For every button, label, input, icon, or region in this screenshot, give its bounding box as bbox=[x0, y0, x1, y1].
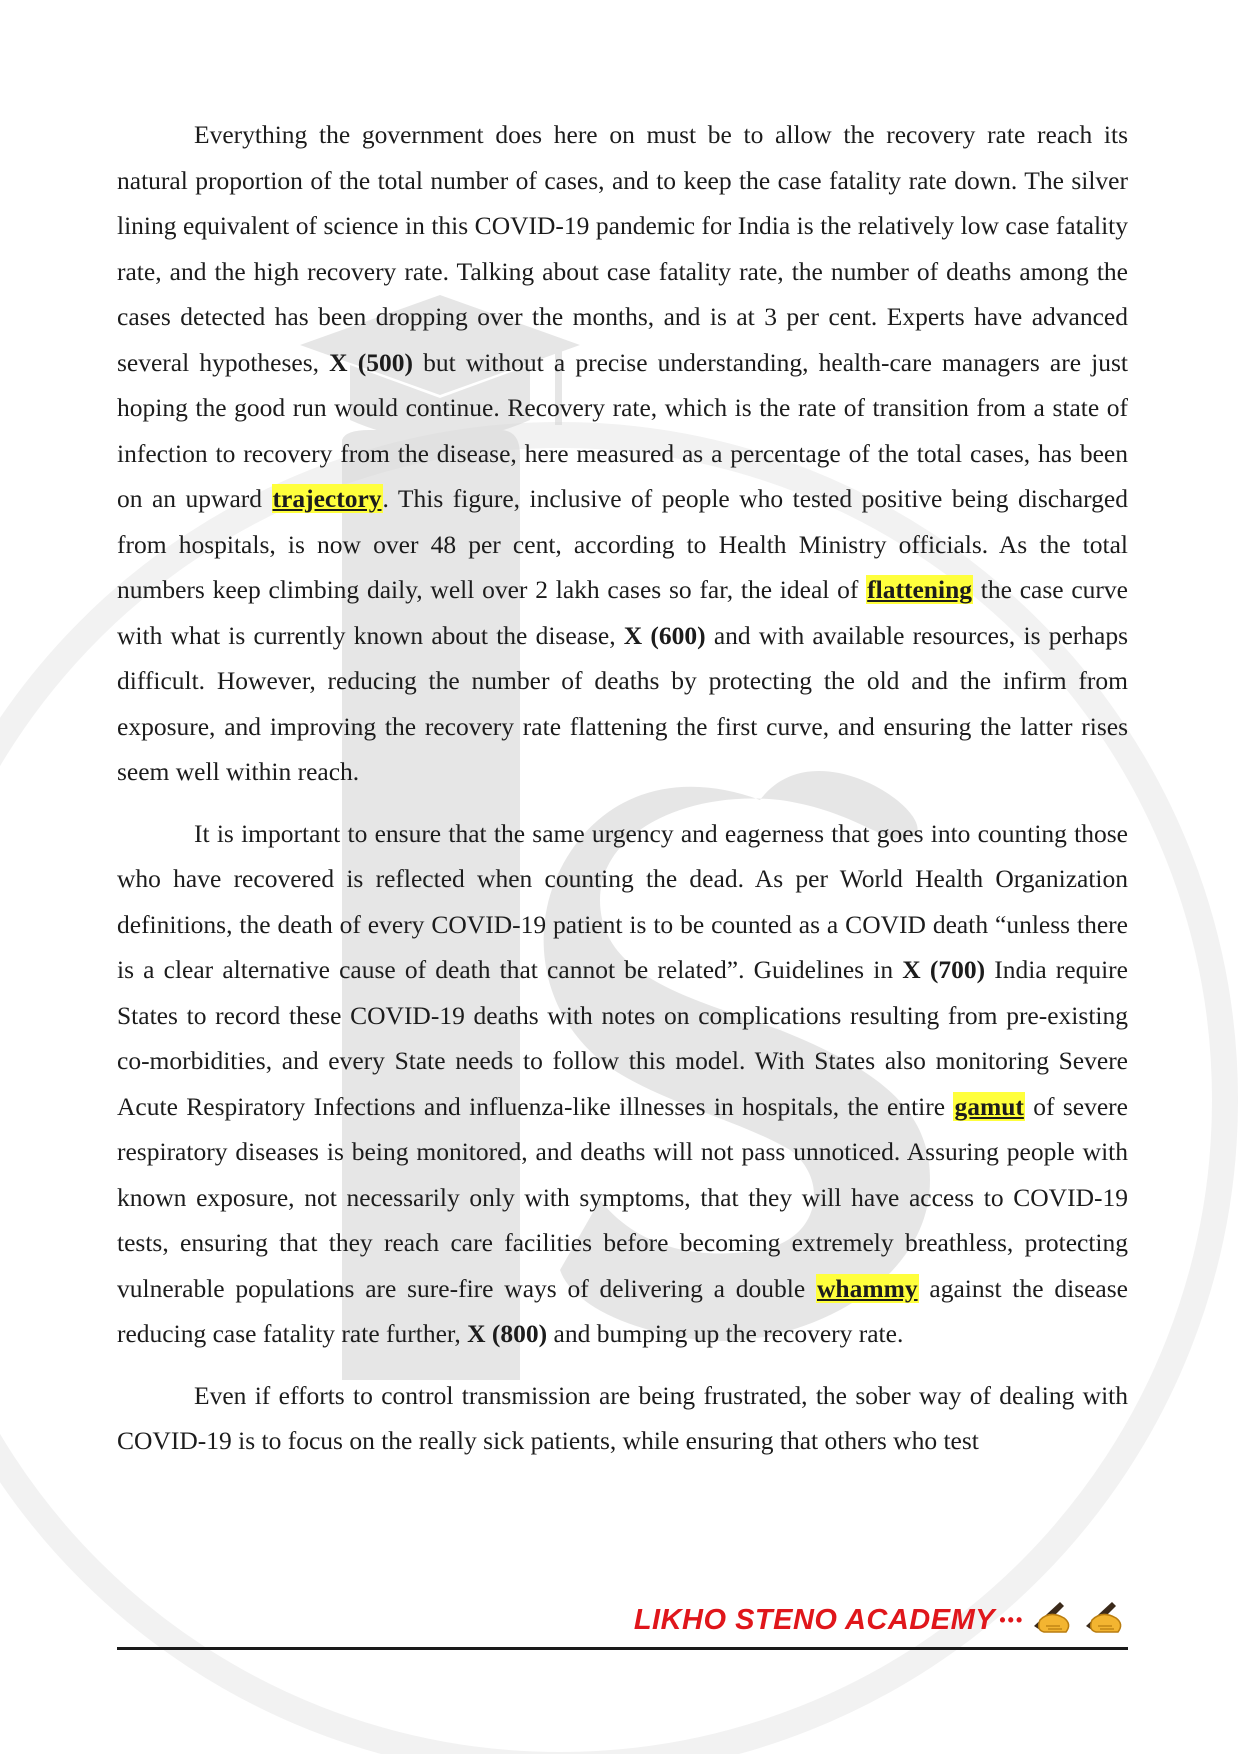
footer-rule bbox=[117, 1647, 1128, 1650]
highlighted-word: trajectory bbox=[272, 484, 382, 513]
text-run: the case curve with what is currently known about the disease, bbox=[117, 575, 1128, 650]
writing-hand-icon bbox=[1030, 1596, 1076, 1644]
document-body bbox=[117, 112, 1128, 1480]
text-run: . This figure, inclusive of people who tested positive being discharged from hospitals, is now over 48 per cent, according to Health Ministry officials. As the total numbers keep climbing daily, well over 2 lakh cases so far, the ideal of bbox=[117, 484, 1128, 604]
paragraph bbox=[117, 112, 1128, 795]
text-run: and with available resources, is perhaps difficult. However, reducing the number of deaths by protecting the old and the infirm from exposure, and improving the recovery rate flattening the first curve, and ensuring the latter rises seem well within reach. bbox=[117, 620, 1129, 786]
highlighted-word: gamut bbox=[954, 1091, 1024, 1121]
ellipsis-dots: ••• bbox=[999, 1609, 1024, 1630]
passage-marker: X (800) bbox=[467, 1319, 548, 1348]
text-run: India require States to record these COVID-19 deaths with notes on complications resulting from pre-existing co-morbidities, and every State needs to follow this model. With States also monitoring Severe Acute Respiratory Infections and influenza-like illnesses in hospitals, the entire bbox=[117, 955, 1128, 1121]
text-run: It is important to ensure that the same urgency and eagerness that goes into counting those who have recovered is reflected when counting the dead. As per World Health Organization definitions, the death of every COVID-19 patient is to be counted as a COVID death “unless there is a clear alternative cause of death that cannot be related”. Guidelines in bbox=[117, 818, 1128, 984]
text-run: and bumping up the recovery rate. bbox=[547, 1319, 904, 1348]
text-run: of severe respiratory diseases is being monitored, and deaths will not pass unnoticed. Assuring people with known exposure, not necessarily only with symptoms, that they will have access to COVID-19 tests, ensuring that they reach care facilities before becoming extremely breathless, protecting vulnerable populations are sure-fire ways of delivering a double bbox=[117, 1091, 1128, 1303]
highlighted-word: whammy bbox=[817, 1273, 918, 1303]
page-footer bbox=[117, 1590, 1128, 1650]
text-run: Everything the government does here on must be to allow the recovery rate reach its natural proportion of the total number of cases, and to keep the case fatality rate down. The silver lining equivalent of science in this COVID-19 pandemic for India is the relatively low case fatality rate, and the high recovery rate. Talking about case fatality rate, the number of deaths among the cases detected has been dropping over the months, and is at 3 per cent. Experts have advanced several hypotheses, bbox=[117, 120, 1128, 377]
text-run: but without a precise understanding, health-care managers are just hoping the good run would continue. Recovery rate, which is the rate of transition from a state of infection to recovery from the disease, here measured as a percentage of the total cases, has been on an upward bbox=[117, 347, 1128, 513]
passage-marker: X (500) bbox=[329, 347, 413, 377]
academy-name: LIKHO STENO ACADEMY bbox=[633, 1603, 996, 1636]
text-run: against the disease reducing case fatality rate further, bbox=[117, 1273, 1128, 1348]
text-run: Even if efforts to control transmission are being frustrated, the sober way of dealing with COVID-19 is to focus on the really sick patients, while ensuring that others who test bbox=[117, 1380, 1128, 1455]
writing-hand-icon bbox=[1082, 1596, 1128, 1644]
passage-marker: X (700) bbox=[902, 955, 986, 984]
paragraph bbox=[117, 811, 1128, 1357]
academy-logo-text bbox=[634, 1596, 1128, 1644]
highlighted-word: flattening bbox=[867, 575, 972, 604]
paragraph bbox=[117, 1373, 1128, 1464]
passage-marker: X (600) bbox=[623, 620, 706, 650]
